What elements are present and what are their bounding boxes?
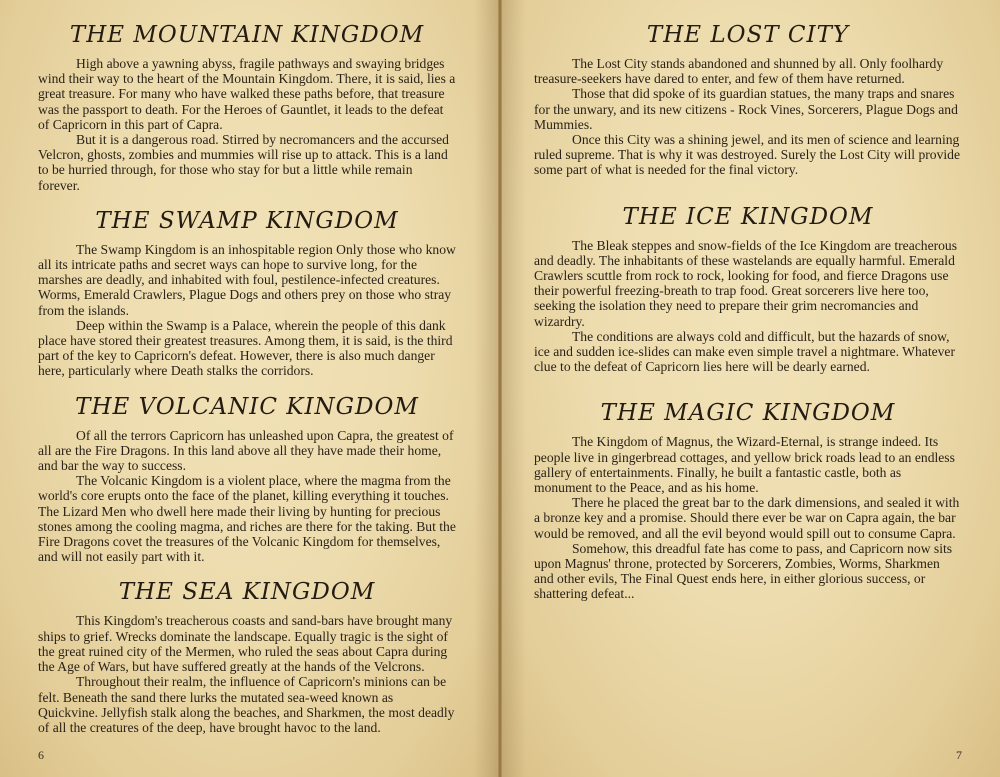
paragraph: Once this City was a shining jewel, and its men of science and learning ruled supreme. That is why it was destroyed. Surely the Lost City will provide some part of what is needed for the final victory. <box>534 132 960 178</box>
page-gutter-shadow <box>474 0 500 777</box>
paragraph: The Kingdom of Magnus, the Wizard-Eternal, is strange indeed. Its people live in gingerbread cottages, and yellow brick roads lead to an endless gallery of entertainments. Finally, he built a fantastic castle, both as monument to the Peace, and as his home. <box>534 434 955 496</box>
section-magic-kingdom <box>534 398 962 601</box>
page-number: 7 <box>956 748 962 762</box>
section-heading: THE SWAMP KINGDOM <box>95 207 399 234</box>
paragraph: The Lost City stands abandoned and shunned by all. Only foolhardy treasure-seekers have dared to enter, and few of them have returned. <box>534 56 944 87</box>
paragraph: Somehow, this dreadful fate has come to pass, and Capricorn now sits upon Magnus' throne, protected by Sorcerers, Zombies, Worms, Sharkmen and other evils, The Final Quest ends here, in either glorious success, or shattering defeat... <box>534 540 953 602</box>
paragraph: The Bleak steppes and snow-fields of the Ice Kingdom are treacherous and deadly. The inhabitants of these wastelands are equally harmful. Emerald Crawlers scuttle from rock to rock, looking for food, and fierce Dragons use their powerful freezing-breath to trap food. Great sorcerers live here too, seeking the isolation they need to prepare their grim necromancies and wizardry. <box>534 237 958 329</box>
paragraph: The Swamp Kingdom is an inhospitable region Only those who know all its intricate paths and secret ways can hope to survive long, for the marshes are deadly, and inhabited with foul, pestilence-infected creatures. Worms, Emerald Crawlers, Plague Dogs and others prey on those who stray from the islands. <box>38 241 456 318</box>
section-heading: THE ICE KINGDOM <box>622 203 874 230</box>
paragraph: Those that did spoke of its guardian statues, the many traps and snares for the unwary, and its new citizens - Rock Vines, Sorcerers, Plague Dogs and Mummies. <box>534 86 958 132</box>
paragraph: Throughout their realm, the influence of Capricorn's minions can be felt. Beneath the sand there lurks the mutated sea-weed known as Quickvine. Jellyfish stalk along the beaches, and Sharkmen, the most deadly of all the creatures of the deep, have brought havoc to the land. <box>38 674 455 735</box>
section-volcanic-kingdom <box>38 392 456 565</box>
page-gutter-shadow <box>500 0 526 777</box>
section-heading: THE VOLCANIC KINGDOM <box>75 393 419 420</box>
page-fold <box>498 0 502 777</box>
paragraph: The conditions are always cold and difficult, but the hazards of snow, ice and sudden ice-slides can make even simple travel a nightmare. Whatever clue to the defeat of Capricorn lies here will be dearly earned. <box>534 328 955 375</box>
right-page <box>500 0 1000 777</box>
paragraph: There he placed the great bar to the dark dimensions, and sealed it with a bronze key and a promise. Should there ever be war on Capra again, the bar would be removed, and all the evil beyond would spill out to consume Capra. <box>534 495 960 541</box>
section-swamp-kingdom <box>38 206 456 379</box>
paragraph: Deep within the Swamp is a Palace, wherein the people of this dank place have stored their greatest treasures. Among them, it is said, is the third part of the key to Capricorn's defeat. However, there is also much danger here, particularly where Death stalks the corridors. <box>38 317 453 379</box>
section-lost-city <box>534 20 962 178</box>
section-heading: THE SEA KINGDOM <box>118 579 376 606</box>
section-heading: THE MOUNTAIN KINGDOM <box>69 22 425 48</box>
section-heading: THE LOST CITY <box>646 22 850 48</box>
paragraph: This Kingdom's treacherous coasts and sand-bars have brought many ships to grief. Wrecks dominate the landscape. Equally tragic is the sight of the great ruined city of the Mermen, who ruled the seas about Capra during the Age of Wars, but have suffered greatly at the hands of the Velcrons. <box>38 613 453 675</box>
paragraph: Of all the terrors Capricorn has unleashed upon Capra, the greatest of all are the Fire Dragons. In this land above all they have made their home, and bar the way to success. <box>38 427 454 474</box>
page-number: 6 <box>38 748 44 762</box>
section-mountain-kingdom <box>38 20 456 193</box>
section-ice-kingdom <box>534 202 962 375</box>
section-heading: THE MAGIC KINGDOM <box>600 400 896 427</box>
paragraph: High above a yawning abyss, fragile pathways and swaying bridges wind their way to the heart of the Mountain Kingdom. There, it is said, lies a great treasure. For many who have walked these paths before, that treasure was the passport to death. For the Heroes of Gauntlet, it leads to the defeat of Capricorn in this part of Capra. <box>38 56 456 132</box>
section-sea-kingdom <box>38 577 456 735</box>
paragraph: But it is a dangerous road. Stirred by necromancers and the accursed Velcron, ghosts, zombies and mummies will rise up to attack. This is a land to be hurried through, for those who stay for but a little while remain forever. <box>38 132 449 193</box>
paragraph: The Volcanic Kingdom is a violent place, where the magma from the world's core erupts onto the face of the planet, killing everything it touches. The Lizard Men who dwell here made their living by hunting for precious stones among the cooling magma, and riches are there for the taking. But the Fire Dragons covet the treasures of the Volcanic Kingdom for themselves, and will not easily part with it. <box>38 473 456 565</box>
